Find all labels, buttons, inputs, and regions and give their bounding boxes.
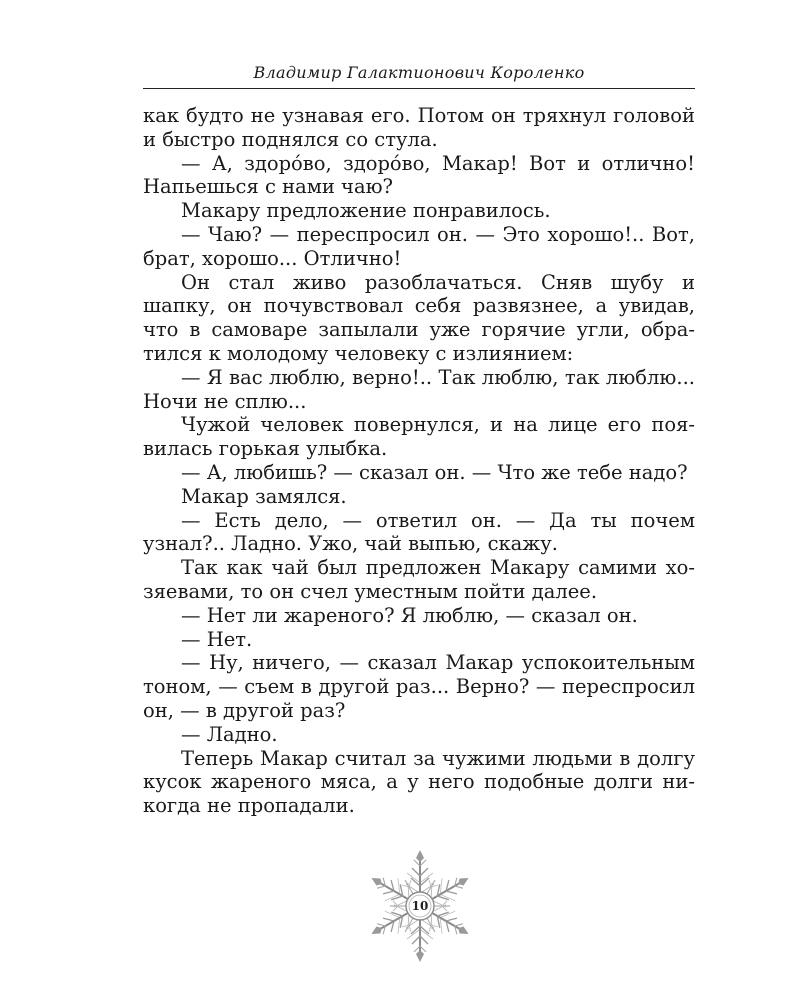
running-title: Владимир Галактионович Короленко xyxy=(253,63,585,82)
paragraph: — Есть дело, — ответил он. — Да ты почем узнал?.. Ладно. Ужо, чай выпью, скажу. xyxy=(143,508,695,556)
paragraph: — А, любишь? — сказал он. — Что же тебе надо? xyxy=(181,460,688,484)
paragraph: Макару предложение понравилось. xyxy=(181,199,551,223)
snowflake-icon xyxy=(362,848,478,964)
paragraph: — Чаю? — переспросил он. — Это хорошо!.. Вот, брат, хорошо... Отлично! xyxy=(143,222,695,270)
paragraph: Чужой человек повернулся, и на лице его появилась горькая улыбка. xyxy=(143,413,695,461)
paragraph: — Нет. xyxy=(181,627,253,651)
paragraph: Теперь Макар считал за чужими людьми в долгу кусок жареного мяса, а у него подобные долги никогда не пропадали. xyxy=(143,746,695,818)
paragraph: — Нет ли жареного? Я люблю, — сказал он. xyxy=(181,603,638,627)
paragraph: как будто не узнавая его. Потом он тряхнул головой и быстро поднялся со стула. xyxy=(143,104,695,151)
header-rule xyxy=(143,88,695,89)
paragraph: Он стал живо разоблачаться. Сняв шубу и шапку, он почувствовал себя развязнее, а увидав, что в самоваре запылали уже горячие угли, обратился к молодому человеку с излиянием: xyxy=(143,270,695,365)
paragraph: Макар замялся. xyxy=(181,484,347,508)
paragraph: — А, здоро́во, здоро́во, Макар! Вот и отлично! Напьешься с нами чаю? xyxy=(143,151,695,199)
paragraph: Так как чай был предложен Макару самими хозяевами, то он счел уместным пойти далее. xyxy=(143,556,695,603)
paragraph: — Я вас люблю, верно!.. Так люблю, так люблю... Ночи не сплю... xyxy=(143,365,695,413)
page-ornament xyxy=(362,848,478,964)
page-body xyxy=(143,104,695,818)
page-number: 10 xyxy=(411,899,429,913)
paragraph: — Ну, ничего, — сказал Макар успокоительным тоном, — съем в другой раз... Верно? — переспросил он, — в другой раз? xyxy=(143,651,695,722)
paragraph: — Ладно. xyxy=(181,722,278,746)
